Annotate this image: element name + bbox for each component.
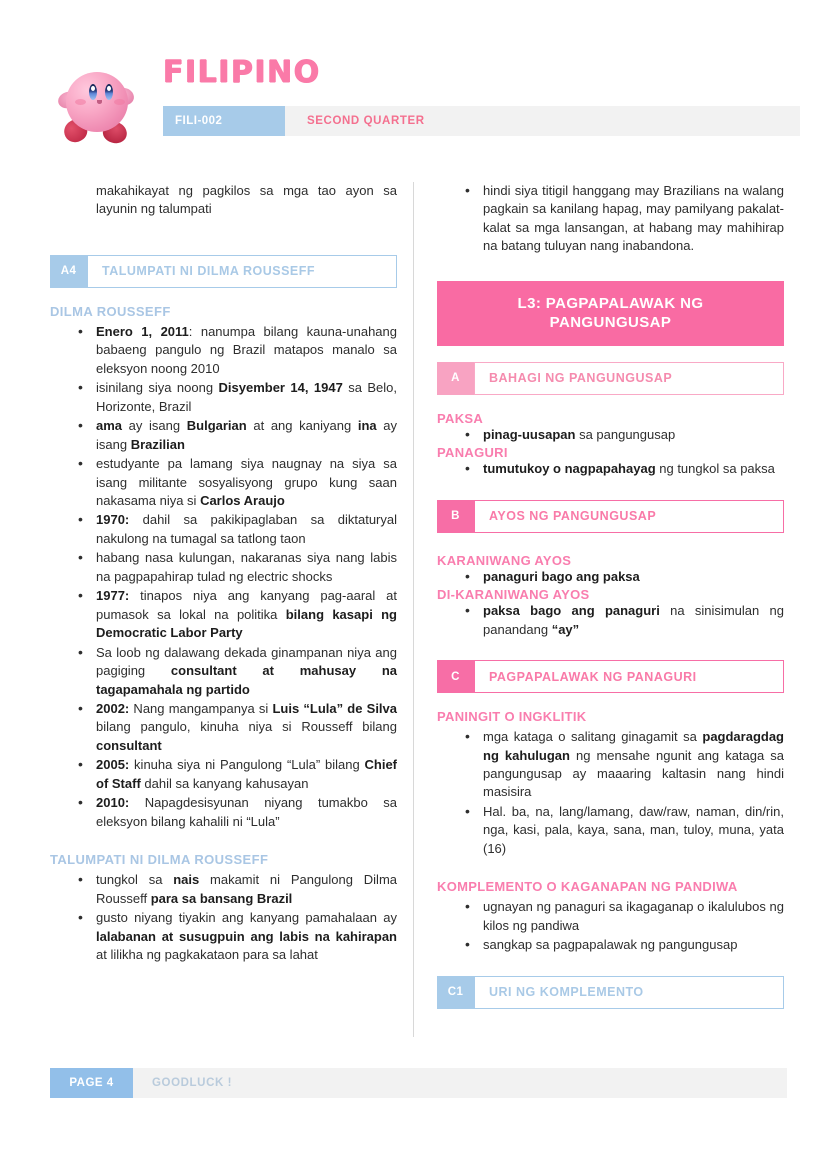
subheading-dilma-rousseff: DILMA ROUSSEFF — [50, 303, 171, 319]
continued-bullet-list — [437, 182, 784, 256]
continued-paragraph: makahikayat ng pagkilos sa mga tao ayon sa layunin ng talumpati — [96, 183, 397, 217]
section-box-c1[interactable] — [437, 976, 784, 1009]
komplemento-bullet-list — [437, 898, 784, 954]
list-item: • isinilang siya noong Disyember 14, 1947 sa Belo, Horizonte, Brazil — [68, 379, 397, 416]
subheading-di-karaniwang-ayos: DI-KARANIWANG AYOS — [437, 587, 590, 603]
list-item: • tungkol sa nais makamit ni Pangulong Dilma Rousseff para sa bansang Brazil — [68, 871, 397, 908]
list-item: • estudyante pa lamang siya naugnay na siya sa isang militante sosyalisyong grupo kung saan nakasama niya si Carlos Araujo — [68, 455, 397, 510]
section-tag: C — [437, 660, 474, 693]
page-footer — [50, 1068, 787, 1098]
footer-message: GOODLUCK ! — [152, 1077, 233, 1089]
talumpati-bullet-list — [50, 871, 397, 964]
section-box-a4[interactable] — [50, 255, 397, 288]
di-karaniwang-bullet-list — [437, 602, 784, 639]
panaguri-bullet-list — [437, 460, 784, 478]
section-label: PAGPAPALAWAK NG PANAGURI — [474, 660, 784, 693]
list-item: • mga kataga o salitang ginagamit sa pagdaragdag ng kahulugan ng mensahe ngunit ang kataga sa pangungusap ay maaaring kaltasin nang hindi masisira — [455, 728, 784, 802]
paningit-bullet-list — [437, 728, 784, 858]
list-item: • paksa bago ang panaguri na sinisimulan ng panandang “ay” — [455, 602, 784, 639]
section-tag: A4 — [50, 255, 87, 288]
karaniwang-bullet-list — [437, 568, 784, 586]
kirby-eye-left — [89, 84, 97, 100]
section-tag: B — [437, 500, 474, 533]
subheading-paningit-ingklitik: PANINGIT O INGKLITIK — [437, 709, 587, 725]
subheading-karaniwang-ayos: KARANIWANG AYOS — [437, 552, 572, 568]
dilma-bullet-list — [50, 323, 397, 831]
kirby-mouth — [97, 100, 102, 104]
subheading-paksa: PAKSA — [437, 410, 484, 426]
course-code-bar — [163, 106, 800, 136]
right-column — [437, 182, 784, 1009]
section-tag: C1 — [437, 976, 474, 1009]
list-item: • ama ay isang Bulgarian at ang kaniyang ina ay isang Brazilian — [68, 417, 397, 454]
section-label: TALUMPATI NI DILMA ROUSSEFF — [87, 255, 397, 288]
content-columns — [0, 182, 828, 1037]
list-item: • 1970: dahil sa pakikipaglaban sa diktaturyal nakulong na tumagal sa tatlong taon — [68, 511, 397, 548]
kirby-blush-left — [75, 99, 86, 105]
subheading-komplemento: KOMPLEMENTO O KAGANAPAN NG PANDIWA — [437, 879, 738, 895]
list-item: • 2002: Nang mangampanya si Luis “Lula” de Silva bilang pangulo, kinuha niya si Rousseff bilang consultant — [68, 700, 397, 755]
list-item: • gusto niyang tiyakin ang kanyang pamahalaan ay lalabanan at susugpuin ang labis na kahirapan at lilikha ng pagkakataon para sa lahat — [68, 909, 397, 964]
page-title: FILIPINO — [163, 55, 321, 90]
section-tag: A — [437, 362, 474, 395]
lesson-banner-l3: L3: PAGPAPALAWAK NG PANGUNGUSAP — [437, 281, 784, 346]
list-item: • 2005: kinuha siya ni Pangulong “Lula” bilang Chief of Staff dahil sa kanyang kahusayan — [68, 756, 397, 793]
section-box-b[interactable] — [437, 500, 784, 533]
kirby-blush-right — [114, 99, 125, 105]
course-code-badge: FILI-002 — [163, 106, 285, 136]
page-header — [0, 0, 828, 160]
list-item: • Sa loob ng dalawang dekada ginampanan niya ang pagiging consultant at mahusay na tagapamahala ng partido — [68, 644, 397, 699]
subheading-panaguri: PANAGURI — [437, 445, 508, 461]
left-column — [50, 182, 397, 965]
list-item: • hindi siya titigil hanggang may Brazilians na walang pagkain sa kanilang hapag, may pamilyang pakalat-kalat sa mga lansangan, at habang may mahihirap na batang tuluyan nang inabandona. — [455, 182, 784, 256]
section-label: AYOS NG PANGUNGUSAP — [474, 500, 784, 533]
list-item: • panaguri bago ang paksa — [455, 568, 784, 586]
list-item: • ugnayan ng panaguri sa ikagaganap o ikalulubos ng kilos ng pandiwa — [455, 898, 784, 935]
list-item: • habang nasa kulungan, nakaranas siya nang labis na pagpapahirap tulad ng electric shocks — [68, 549, 397, 586]
list-item: • sangkap sa pagpapalawak ng pangungusap — [455, 936, 784, 954]
list-item: • Enero 1, 2011: nanumpa bilang kauna-unahang babaeng pangulo ng Brazil matapos manalo sa eleksyon noong 2010 — [68, 323, 397, 378]
page-number-badge: PAGE 4 — [50, 1068, 133, 1098]
list-item: • Hal. ba, na, lang/lamang, daw/raw, naman, din/rin, nga, kasi, pala, kaya, sana, man, tuloy, muna, yata (16) — [455, 803, 784, 858]
list-item: • pinag-uusapan sa pangungusap — [455, 426, 784, 444]
section-box-a[interactable] — [437, 362, 784, 395]
quarter-label: SECOND QUARTER — [307, 115, 425, 127]
section-box-c[interactable] — [437, 660, 784, 693]
column-divider — [413, 182, 414, 1037]
list-item: • tumutukoy o nagpapahayag ng tungkol sa paksa — [455, 460, 784, 478]
paksa-bullet-list — [437, 426, 784, 444]
subheading-talumpati: TALUMPATI NI DILMA ROUSSEFF — [50, 852, 269, 868]
section-label: BAHAGI NG PANGUNGUSAP — [474, 362, 784, 395]
kirby-icon — [58, 62, 142, 148]
kirby-eye-right — [105, 84, 113, 100]
list-item: • 1977: tinapos niya ang kanyang pag-aaral at pumasok sa lokal na politika bilang kasapi ng Democratic Labor Party — [68, 587, 397, 642]
list-item: • 2010: Napagdesisyunan niyang tumakbo sa eleksyon bilang kahalili ni “Lula” — [68, 794, 397, 831]
section-label: URI NG KOMPLEMENTO — [474, 976, 784, 1009]
